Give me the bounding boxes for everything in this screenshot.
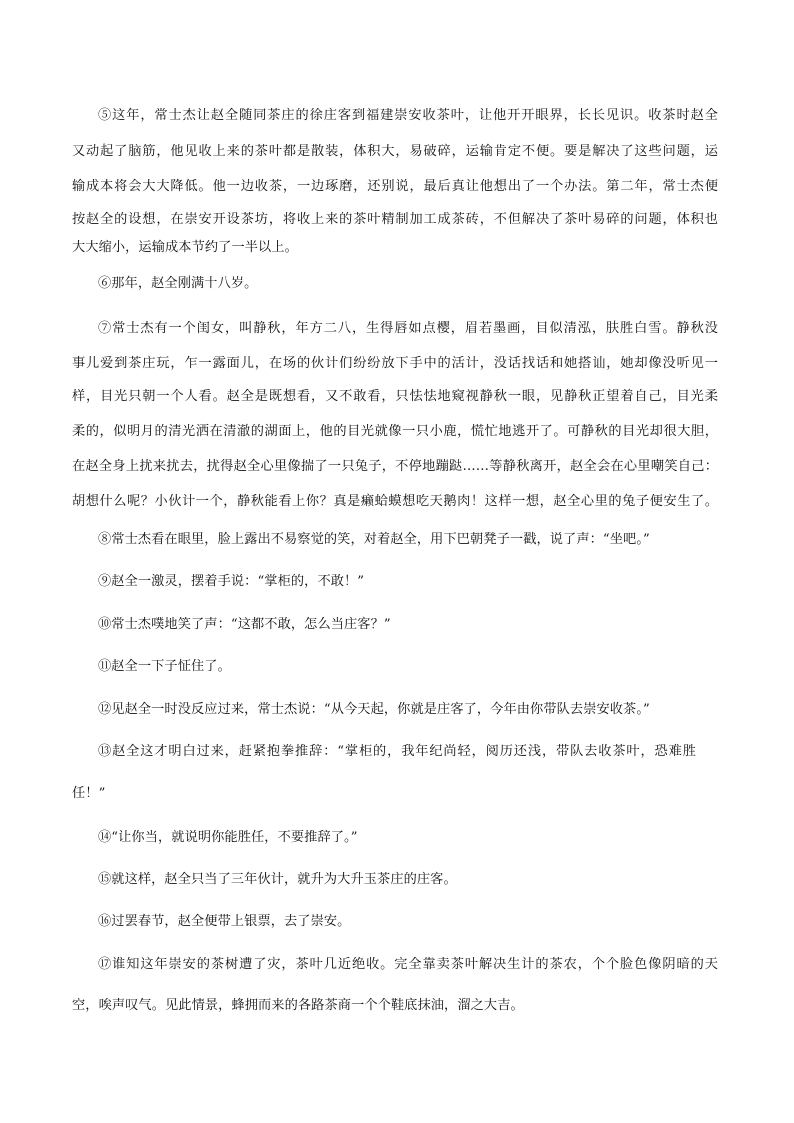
paragraph-7-line-6: 胡想什么呢？小伙计一个，静秋能看上你？真是癞蛤蟆想吃天鹅肉！这样一想，赵全心里的兔子便安生了。 — [72, 494, 718, 509]
paragraph-17-line-2: 空，唉声叹气。见此情景，蜂拥而来的各路茶商一个个鞋底抹油，溜之大吉。 — [72, 998, 524, 1013]
paragraph-9-line-1: ⑨赵全一激灵，摆着手说：“掌柜的，不敢！” — [98, 574, 365, 589]
paragraph-7-line-4: 柔的，似明月的清光洒在清澈的湖面上，他的目光就像一只小鹿，慌忙地逃开了。可静秋的目光却很大胆， — [72, 424, 718, 439]
paragraph-5-line-4: 按赵全的设想，在崇安开设茶坊，将收上来的茶叶精制加工成茶砖，不但解决了茶叶易碎的问题，体积也 — [72, 212, 718, 227]
paragraph-5-line-2: 又动起了脑筋，他见收上来的茶叶都是散装，体积大，易破碎，运输肯定不便。要是解决了这些问题，运 — [72, 144, 718, 159]
paragraph-11-line-1: ⑪赵全一下子怔住了。 — [98, 659, 231, 674]
paragraph-7-line-3: 样，目光只朝一个人看。赵全是既想看，又不敢看，只怯怯地窥视静秋一眼，见静秋正望着自己，目光柔 — [72, 389, 718, 404]
paragraph-13-line-2: 任！” — [72, 786, 106, 801]
paragraph-12-line-1: ⑫见赵全一时没反应过来，常士杰说：“从今天起，你就是庄客了，今年由你带队去崇安收茶。” — [98, 702, 650, 717]
paragraph-15-line-1: ⑮就这样，赵全只当了三年伙计，就升为大升玉茶庄的庄客。 — [98, 872, 457, 887]
paragraph-7-line-2: 事儿爱到茶庄玩，乍一露面儿，在场的伙计们纷纷放下手中的活计，没话找话和她搭讪，她却像没听见一 — [72, 356, 718, 371]
paragraph-13-line-1: ⑬赵全这才明白过来，赶紧抱拳推辞：“掌柜的，我年纪尚轻，阅历还浅，带队去收茶叶，恐难胜 — [98, 744, 696, 759]
paragraph-7-line-1: ⑦常士杰有一个闺女，叫静秋，年方二八，生得唇如点樱，眉若墨画，目似清泓，肤胜白雪。静秋没 — [98, 321, 718, 336]
paragraph-14-line-1: ⑭“让你当，就说明你能胜任，不要推辞了。” — [98, 830, 358, 845]
paragraph-5-line-1: ⑤这年，常士杰让赵全随同茶庄的徐庄客到福建崇安收茶叶，让他开开眼界，长长见识。收茶时赵全 — [98, 108, 718, 123]
paragraph-8-line-1: ⑧常士杰看在眼里，脸上露出不易察觉的笑，对着赵全，用下巴朝凳子一戳，说了声：“坐吧。” — [98, 532, 650, 547]
paragraph-10-line-1: ⑩常士杰噗地笑了声：“这都不敢，怎么当庄客？” — [98, 617, 391, 632]
paragraph-7-line-5: 在赵全身上扰来扰去，扰得赵全心里像揣了一只兔子，不停地蹦跶……等静秋离开，赵全会在心里嘲笑自己： — [72, 459, 718, 474]
paragraph-5-line-5: 大大缩小，运输成本节约了一半以上。 — [72, 240, 298, 255]
paragraph-17-line-1: ⑰谁知这年崇安的茶树遭了灾，茶叶几近绝收。完全靠卖茶叶解决生计的茶农，个个脸色像阴暗的天 — [98, 957, 718, 972]
paragraph-16-line-1: ⑯过罢春节，赵全便带上银票，去了崇安。 — [98, 914, 351, 929]
paragraph-6-line-1: ⑥那年，赵全刚满十八岁。 — [98, 276, 258, 291]
paragraph-5-line-3: 输成本将会大大降低。他一边收茶，一边琢磨，还别说，最后真让他想出了一个办法。第二年，常士杰便 — [72, 179, 718, 194]
